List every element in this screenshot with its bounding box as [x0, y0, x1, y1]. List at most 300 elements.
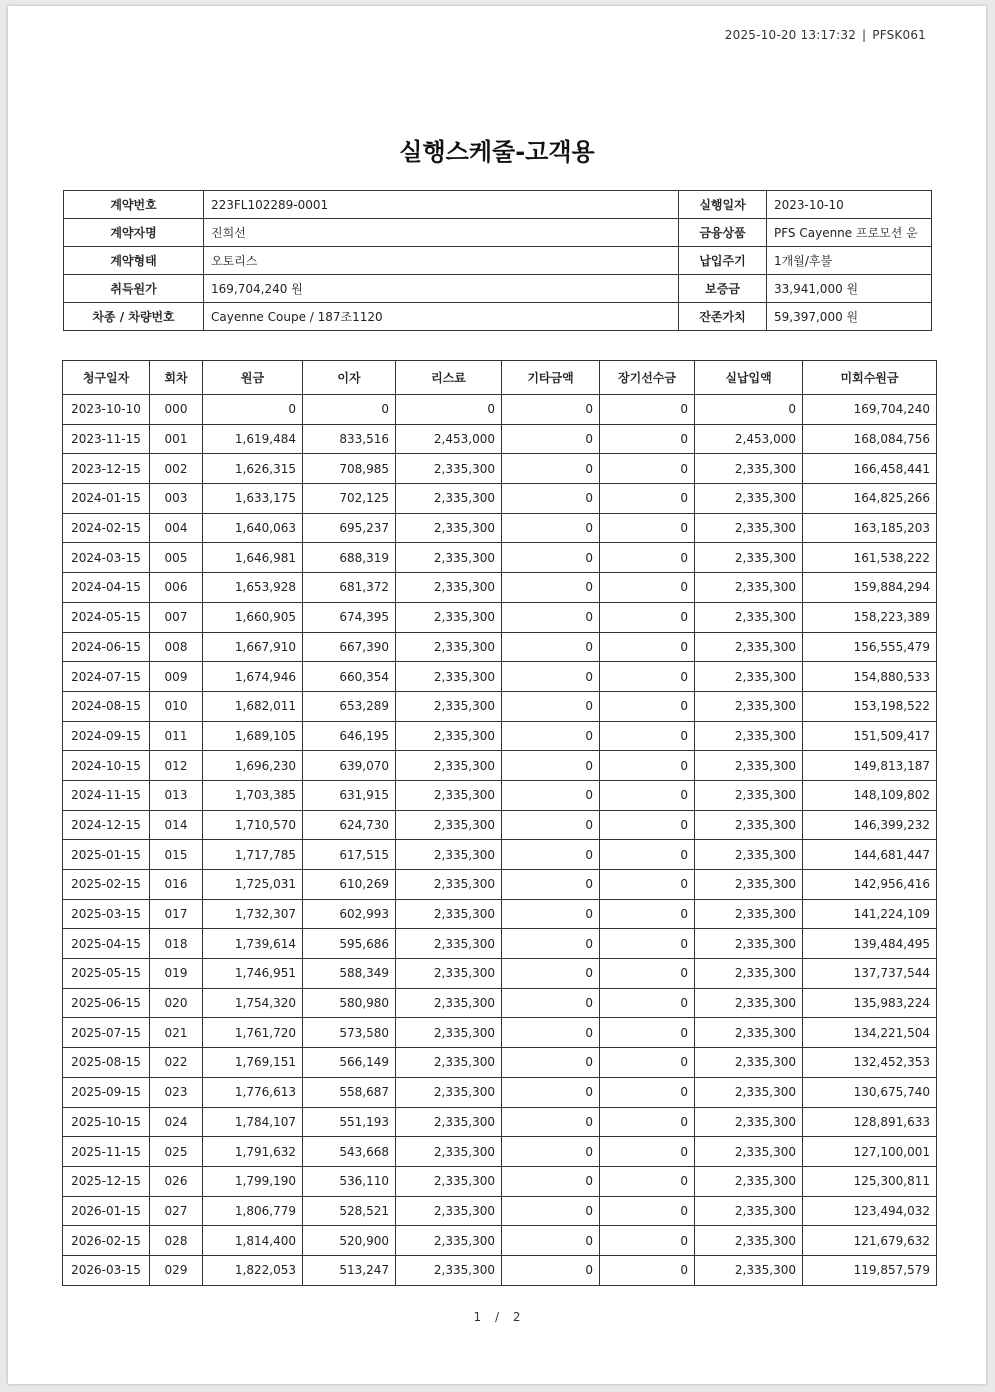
table-row — [63, 929, 937, 959]
paid-amount-cell: 2,335,300 — [695, 691, 803, 721]
column-header: 장기선수금 — [600, 361, 695, 395]
table-row — [63, 899, 937, 929]
other-amount-cell: 0 — [502, 602, 600, 632]
advance-payment-cell: 0 — [600, 484, 695, 514]
paid-amount-cell: 2,335,300 — [695, 1018, 803, 1048]
other-amount-cell: 0 — [502, 721, 600, 751]
acquisition-cost-value: 169,704,240 원 — [204, 275, 679, 303]
paid-amount-cell: 2,335,300 — [695, 810, 803, 840]
table-row — [63, 691, 937, 721]
principal-cell: 1,667,910 — [203, 632, 303, 662]
billing-date-cell: 2023-10-10 — [63, 395, 150, 425]
outstanding-principal-cell: 128,891,633 — [803, 1107, 937, 1137]
table-row — [63, 1196, 937, 1226]
other-amount-cell: 0 — [502, 395, 600, 425]
principal-cell: 1,640,063 — [203, 513, 303, 543]
installment-no-cell: 019 — [150, 959, 203, 989]
principal-cell: 1,689,105 — [203, 721, 303, 751]
paid-amount-cell: 2,335,300 — [695, 840, 803, 870]
paid-amount-cell: 2,335,300 — [695, 454, 803, 484]
lease-fee-cell: 2,335,300 — [396, 840, 502, 870]
billing-date-cell: 2025-06-15 — [63, 988, 150, 1018]
billing-date-cell: 2024-10-15 — [63, 751, 150, 781]
table-row — [63, 424, 937, 454]
outstanding-principal-cell: 134,221,504 — [803, 1018, 937, 1048]
schedule-table — [62, 360, 937, 1286]
document-page — [8, 6, 986, 1384]
outstanding-principal-cell: 135,983,224 — [803, 988, 937, 1018]
interest-cell: 695,237 — [303, 513, 396, 543]
page-separator: / — [494, 1310, 500, 1324]
interest-cell: 513,247 — [303, 1255, 396, 1285]
page-indicator — [8, 1310, 986, 1324]
interest-cell: 580,980 — [303, 988, 396, 1018]
advance-payment-cell: 0 — [600, 929, 695, 959]
installment-no-cell: 012 — [150, 751, 203, 781]
billing-date-cell: 2024-11-15 — [63, 780, 150, 810]
column-header: 원금 — [203, 361, 303, 395]
other-amount-cell: 0 — [502, 1137, 600, 1167]
advance-payment-cell: 0 — [600, 1107, 695, 1137]
outstanding-principal-cell: 149,813,187 — [803, 751, 937, 781]
paid-amount-cell: 2,335,300 — [695, 1166, 803, 1196]
other-amount-cell: 0 — [502, 1226, 600, 1256]
schedule-header-row — [63, 361, 937, 395]
column-header: 청구일자 — [63, 361, 150, 395]
other-amount-cell: 0 — [502, 1018, 600, 1048]
table-row — [63, 543, 937, 573]
table-row — [63, 602, 937, 632]
other-amount-cell: 0 — [502, 1255, 600, 1285]
lease-fee-cell: 2,335,300 — [396, 1196, 502, 1226]
other-amount-cell: 0 — [502, 632, 600, 662]
other-amount-cell: 0 — [502, 424, 600, 454]
principal-cell: 1,754,320 — [203, 988, 303, 1018]
outstanding-principal-cell: 163,185,203 — [803, 513, 937, 543]
column-header: 리스료 — [396, 361, 502, 395]
info-row — [64, 275, 932, 303]
installment-no-cell: 028 — [150, 1226, 203, 1256]
interest-cell: 551,193 — [303, 1107, 396, 1137]
interest-cell: 602,993 — [303, 899, 396, 929]
billing-date-cell: 2025-11-15 — [63, 1137, 150, 1167]
principal-cell: 1,776,613 — [203, 1077, 303, 1107]
paid-amount-cell: 0 — [695, 395, 803, 425]
billing-date-cell: 2023-11-15 — [63, 424, 150, 454]
other-amount-cell: 0 — [502, 484, 600, 514]
outstanding-principal-cell: 132,452,353 — [803, 1048, 937, 1078]
paid-amount-cell: 2,335,300 — [695, 632, 803, 662]
principal-cell: 1,626,315 — [203, 454, 303, 484]
principal-cell: 1,761,720 — [203, 1018, 303, 1048]
lease-fee-cell: 2,453,000 — [396, 424, 502, 454]
outstanding-principal-cell: 151,509,417 — [803, 721, 937, 751]
advance-payment-cell: 0 — [600, 573, 695, 603]
outstanding-principal-cell: 168,084,756 — [803, 424, 937, 454]
paid-amount-cell: 2,335,300 — [695, 484, 803, 514]
billing-date-cell: 2025-03-15 — [63, 899, 150, 929]
lease-fee-cell: 2,335,300 — [396, 1226, 502, 1256]
interest-cell: 646,195 — [303, 721, 396, 751]
paid-amount-cell: 2,335,300 — [695, 929, 803, 959]
lease-fee-cell: 2,335,300 — [396, 1166, 502, 1196]
outstanding-principal-cell: 123,494,032 — [803, 1196, 937, 1226]
paid-amount-cell: 2,335,300 — [695, 573, 803, 603]
principal-cell: 1,619,484 — [203, 424, 303, 454]
other-amount-cell: 0 — [502, 691, 600, 721]
advance-payment-cell: 0 — [600, 1018, 695, 1048]
billing-date-cell: 2025-12-15 — [63, 1166, 150, 1196]
outstanding-principal-cell: 144,681,447 — [803, 840, 937, 870]
lease-fee-cell: 2,335,300 — [396, 1107, 502, 1137]
advance-payment-cell: 0 — [600, 1048, 695, 1078]
advance-payment-cell: 0 — [600, 1166, 695, 1196]
other-amount-cell: 0 — [502, 662, 600, 692]
exec-date-label: 실행일자 — [679, 191, 767, 219]
outstanding-principal-cell: 139,484,495 — [803, 929, 937, 959]
contract-type-label: 계약형태 — [64, 247, 204, 275]
installment-no-cell: 015 — [150, 840, 203, 870]
payment-cycle-value: 1개월/후불 — [767, 247, 932, 275]
principal-cell: 1,769,151 — [203, 1048, 303, 1078]
outstanding-principal-cell: 148,109,802 — [803, 780, 937, 810]
residual-label: 잔존가치 — [679, 303, 767, 331]
installment-no-cell: 029 — [150, 1255, 203, 1285]
page-title: 실행스케줄-고객용 — [399, 138, 595, 166]
principal-cell: 1,814,400 — [203, 1226, 303, 1256]
lease-fee-cell: 2,335,300 — [396, 543, 502, 573]
print-timestamp: 2025-10-20 13:17:32 — [724, 28, 857, 42]
outstanding-principal-cell: 158,223,389 — [803, 602, 937, 632]
lease-fee-cell: 2,335,300 — [396, 988, 502, 1018]
billing-date-cell: 2024-07-15 — [63, 662, 150, 692]
advance-payment-cell: 0 — [600, 899, 695, 929]
installment-no-cell: 016 — [150, 870, 203, 900]
interest-cell: 0 — [303, 395, 396, 425]
interest-cell: 688,319 — [303, 543, 396, 573]
paid-amount-cell: 2,335,300 — [695, 1255, 803, 1285]
outstanding-principal-cell: 159,884,294 — [803, 573, 937, 603]
installment-no-cell: 001 — [150, 424, 203, 454]
installment-no-cell: 011 — [150, 721, 203, 751]
interest-cell: 573,580 — [303, 1018, 396, 1048]
contract-type-value: 오토리스 — [204, 247, 679, 275]
principal-cell: 0 — [203, 395, 303, 425]
table-row — [63, 1018, 937, 1048]
principal-cell: 1,784,107 — [203, 1107, 303, 1137]
other-amount-cell: 0 — [502, 1196, 600, 1226]
advance-payment-cell: 0 — [600, 840, 695, 870]
advance-payment-cell: 0 — [600, 602, 695, 632]
installment-no-cell: 024 — [150, 1107, 203, 1137]
table-row — [63, 1107, 937, 1137]
print-header — [725, 28, 926, 42]
table-row — [63, 810, 937, 840]
paid-amount-cell: 2,335,300 — [695, 1107, 803, 1137]
lease-fee-cell: 2,335,300 — [396, 662, 502, 692]
outstanding-principal-cell: 130,675,740 — [803, 1077, 937, 1107]
table-row — [63, 484, 937, 514]
principal-cell: 1,674,946 — [203, 662, 303, 692]
column-header: 이자 — [303, 361, 396, 395]
paid-amount-cell: 2,335,300 — [695, 662, 803, 692]
other-amount-cell: 0 — [502, 959, 600, 989]
current-page: 1 — [473, 1310, 482, 1324]
advance-payment-cell: 0 — [600, 1077, 695, 1107]
info-row — [64, 247, 932, 275]
installment-no-cell: 020 — [150, 988, 203, 1018]
lease-fee-cell: 2,335,300 — [396, 691, 502, 721]
payment-cycle-label: 납입주기 — [679, 247, 767, 275]
billing-date-cell: 2025-08-15 — [63, 1048, 150, 1078]
billing-date-cell: 2025-07-15 — [63, 1018, 150, 1048]
advance-payment-cell: 0 — [600, 959, 695, 989]
interest-cell: 708,985 — [303, 454, 396, 484]
billing-date-cell: 2024-06-15 — [63, 632, 150, 662]
lease-fee-cell: 2,335,300 — [396, 1077, 502, 1107]
interest-cell: 624,730 — [303, 810, 396, 840]
principal-cell: 1,791,632 — [203, 1137, 303, 1167]
interest-cell: 617,515 — [303, 840, 396, 870]
interest-cell: 681,372 — [303, 573, 396, 603]
installment-no-cell: 010 — [150, 691, 203, 721]
installment-no-cell: 000 — [150, 395, 203, 425]
principal-cell: 1,710,570 — [203, 810, 303, 840]
installment-no-cell: 005 — [150, 543, 203, 573]
installment-no-cell: 002 — [150, 454, 203, 484]
table-row — [63, 1226, 937, 1256]
paid-amount-cell: 2,335,300 — [695, 1077, 803, 1107]
other-amount-cell: 0 — [502, 988, 600, 1018]
advance-payment-cell: 0 — [600, 454, 695, 484]
principal-cell: 1,646,981 — [203, 543, 303, 573]
table-row — [63, 632, 937, 662]
paid-amount-cell: 2,335,300 — [695, 1196, 803, 1226]
paid-amount-cell: 2,335,300 — [695, 721, 803, 751]
advance-payment-cell: 0 — [600, 632, 695, 662]
advance-payment-cell: 0 — [600, 1226, 695, 1256]
principal-cell: 1,822,053 — [203, 1255, 303, 1285]
billing-date-cell: 2025-09-15 — [63, 1077, 150, 1107]
paid-amount-cell: 2,335,300 — [695, 602, 803, 632]
info-row — [64, 219, 932, 247]
deposit-value: 33,941,000 원 — [767, 275, 932, 303]
lease-fee-cell: 2,335,300 — [396, 484, 502, 514]
billing-date-cell: 2024-08-15 — [63, 691, 150, 721]
outstanding-principal-cell: 141,224,109 — [803, 899, 937, 929]
billing-date-cell: 2024-12-15 — [63, 810, 150, 840]
paid-amount-cell: 2,335,300 — [695, 1137, 803, 1167]
installment-no-cell: 006 — [150, 573, 203, 603]
lease-fee-cell: 2,335,300 — [396, 899, 502, 929]
outstanding-principal-cell: 166,458,441 — [803, 454, 937, 484]
vehicle-value: Cayenne Coupe / 187조1120 — [204, 303, 679, 331]
principal-cell: 1,703,385 — [203, 780, 303, 810]
advance-payment-cell: 0 — [600, 424, 695, 454]
advance-payment-cell: 0 — [600, 513, 695, 543]
contract-info-table — [63, 190, 932, 331]
table-row — [63, 840, 937, 870]
installment-no-cell: 007 — [150, 602, 203, 632]
interest-cell: 833,516 — [303, 424, 396, 454]
residual-value: 59,397,000 원 — [767, 303, 932, 331]
total-pages: 2 — [512, 1310, 521, 1324]
table-row — [63, 1048, 937, 1078]
table-row — [63, 662, 937, 692]
interest-cell: 520,900 — [303, 1226, 396, 1256]
paid-amount-cell: 2,335,300 — [695, 513, 803, 543]
principal-cell: 1,739,614 — [203, 929, 303, 959]
installment-no-cell: 023 — [150, 1077, 203, 1107]
advance-payment-cell: 0 — [600, 691, 695, 721]
column-header: 회차 — [150, 361, 203, 395]
outstanding-principal-cell: 146,399,232 — [803, 810, 937, 840]
paid-amount-cell: 2,335,300 — [695, 988, 803, 1018]
outstanding-principal-cell: 154,880,533 — [803, 662, 937, 692]
table-row — [63, 721, 937, 751]
other-amount-cell: 0 — [502, 929, 600, 959]
table-row — [63, 988, 937, 1018]
paid-amount-cell: 2,335,300 — [695, 870, 803, 900]
installment-no-cell: 021 — [150, 1018, 203, 1048]
interest-cell: 528,521 — [303, 1196, 396, 1226]
other-amount-cell: 0 — [502, 780, 600, 810]
paid-amount-cell: 2,453,000 — [695, 424, 803, 454]
header-separator: | — [862, 28, 867, 42]
contract-no-value: 223FL102289-0001 — [204, 191, 679, 219]
other-amount-cell: 0 — [502, 454, 600, 484]
principal-cell: 1,799,190 — [203, 1166, 303, 1196]
interest-cell: 639,070 — [303, 751, 396, 781]
interest-cell: 595,686 — [303, 929, 396, 959]
table-row — [63, 395, 937, 425]
lease-fee-cell: 2,335,300 — [396, 513, 502, 543]
table-row — [63, 1077, 937, 1107]
table-row — [63, 870, 937, 900]
info-row — [64, 303, 932, 331]
outstanding-principal-cell: 156,555,479 — [803, 632, 937, 662]
advance-payment-cell: 0 — [600, 543, 695, 573]
table-row — [63, 1255, 937, 1285]
principal-cell: 1,633,175 — [203, 484, 303, 514]
outstanding-principal-cell: 169,704,240 — [803, 395, 937, 425]
product-value: PFS Cayenne 프로모션 운 — [767, 219, 932, 247]
schedule-body — [63, 395, 937, 1286]
principal-cell: 1,732,307 — [203, 899, 303, 929]
interest-cell: 566,149 — [303, 1048, 396, 1078]
lease-fee-cell: 2,335,300 — [396, 721, 502, 751]
installment-no-cell: 003 — [150, 484, 203, 514]
installment-no-cell: 018 — [150, 929, 203, 959]
contractor-label: 계약자명 — [64, 219, 204, 247]
lease-fee-cell: 2,335,300 — [396, 1018, 502, 1048]
principal-cell: 1,682,011 — [203, 691, 303, 721]
principal-cell: 1,806,779 — [203, 1196, 303, 1226]
lease-fee-cell: 2,335,300 — [396, 810, 502, 840]
lease-fee-cell: 2,335,300 — [396, 929, 502, 959]
lease-fee-cell: 2,335,300 — [396, 1048, 502, 1078]
installment-no-cell: 017 — [150, 899, 203, 929]
other-amount-cell: 0 — [502, 543, 600, 573]
outstanding-principal-cell: 119,857,579 — [803, 1255, 937, 1285]
billing-date-cell: 2024-05-15 — [63, 602, 150, 632]
interest-cell: 660,354 — [303, 662, 396, 692]
interest-cell: 610,269 — [303, 870, 396, 900]
product-label: 금융상품 — [679, 219, 767, 247]
other-amount-cell: 0 — [502, 899, 600, 929]
other-amount-cell: 0 — [502, 1077, 600, 1107]
installment-no-cell: 022 — [150, 1048, 203, 1078]
advance-payment-cell: 0 — [600, 395, 695, 425]
exec-date-value: 2023-10-10 — [767, 191, 932, 219]
lease-fee-cell: 2,335,300 — [396, 959, 502, 989]
lease-fee-cell: 0 — [396, 395, 502, 425]
interest-cell: 588,349 — [303, 959, 396, 989]
advance-payment-cell: 0 — [600, 810, 695, 840]
interest-cell: 653,289 — [303, 691, 396, 721]
lease-fee-cell: 2,335,300 — [396, 1137, 502, 1167]
principal-cell: 1,717,785 — [203, 840, 303, 870]
lease-fee-cell: 2,335,300 — [396, 751, 502, 781]
column-header: 미회수원금 — [803, 361, 937, 395]
deposit-label: 보증금 — [679, 275, 767, 303]
info-row — [64, 191, 932, 219]
outstanding-principal-cell: 125,300,811 — [803, 1166, 937, 1196]
installment-no-cell: 025 — [150, 1137, 203, 1167]
interest-cell: 674,395 — [303, 602, 396, 632]
column-header: 기타금액 — [502, 361, 600, 395]
other-amount-cell: 0 — [502, 840, 600, 870]
billing-date-cell: 2024-09-15 — [63, 721, 150, 751]
lease-fee-cell: 2,335,300 — [396, 454, 502, 484]
outstanding-principal-cell: 164,825,266 — [803, 484, 937, 514]
contract-no-label: 계약번호 — [64, 191, 204, 219]
advance-payment-cell: 0 — [600, 751, 695, 781]
table-row — [63, 1166, 937, 1196]
other-amount-cell: 0 — [502, 1048, 600, 1078]
billing-date-cell: 2025-10-15 — [63, 1107, 150, 1137]
billing-date-cell: 2025-02-15 — [63, 870, 150, 900]
other-amount-cell: 0 — [502, 513, 600, 543]
principal-cell: 1,653,928 — [203, 573, 303, 603]
billing-date-cell: 2023-12-15 — [63, 454, 150, 484]
form-code: PFSK061 — [872, 28, 926, 42]
billing-date-cell: 2024-01-15 — [63, 484, 150, 514]
table-row — [63, 454, 937, 484]
lease-fee-cell: 2,335,300 — [396, 602, 502, 632]
table-row — [63, 780, 937, 810]
outstanding-principal-cell: 161,538,222 — [803, 543, 937, 573]
interest-cell: 536,110 — [303, 1166, 396, 1196]
contractor-value: 진희선 — [204, 219, 679, 247]
table-row — [63, 1137, 937, 1167]
other-amount-cell: 0 — [502, 1166, 600, 1196]
table-row — [63, 751, 937, 781]
advance-payment-cell: 0 — [600, 870, 695, 900]
lease-fee-cell: 2,335,300 — [396, 573, 502, 603]
other-amount-cell: 0 — [502, 751, 600, 781]
installment-no-cell: 026 — [150, 1166, 203, 1196]
other-amount-cell: 0 — [502, 1107, 600, 1137]
billing-date-cell: 2026-03-15 — [63, 1255, 150, 1285]
principal-cell: 1,746,951 — [203, 959, 303, 989]
installment-no-cell: 008 — [150, 632, 203, 662]
table-row — [63, 573, 937, 603]
billing-date-cell: 2025-05-15 — [63, 959, 150, 989]
table-row — [63, 959, 937, 989]
acquisition-cost-label: 취득원가 — [64, 275, 204, 303]
advance-payment-cell: 0 — [600, 988, 695, 1018]
